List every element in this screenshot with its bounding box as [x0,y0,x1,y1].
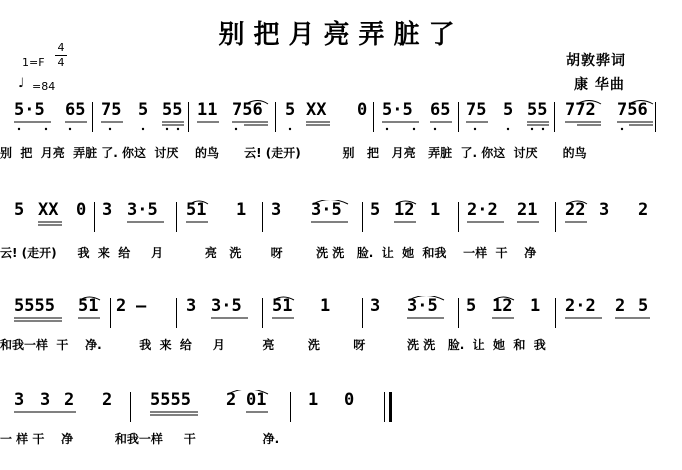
barline [373,102,374,132]
barline [188,102,189,132]
barline [262,298,263,328]
barline [362,202,363,232]
barline [458,202,459,232]
final-barline [389,392,392,422]
barline [110,298,111,328]
barline [262,202,263,232]
score-line-4 [0,390,682,454]
lyric-line-1: 别 把 月亮 弄脏 了. 你这 讨厌 的鸟 云! (走开) 别 把 月亮 弄脏 了. 你这 讨厌 的鸟 [0,146,587,160]
quarter-note-icon: ♩ [18,76,25,91]
barline [458,298,459,328]
score-line-2 [0,200,682,264]
lyric-line-2: 云! (走开) 我 来 给 月 亮 洗 呀 洗 洗 脸. 让 她 和我 一样 干 净 [0,246,537,260]
staff-1: 5·5 65 75 5 55 11 756 5 XX 0 5·5 65 75 5 55 772 756 [0,100,682,132]
lyric-line-3: 和我一样 干 净. 我 来 给 月 亮 洗 呀 洗 洗 脸. 让 她 和 我 [0,338,546,352]
barline [130,392,131,422]
barline [275,102,276,132]
staff-2: 5 XX 0 3 3·5 51 1 3 3·5 5 12 1 2·2 21 22 3 2 [0,200,682,232]
barline [554,102,555,132]
barline [384,392,385,422]
barline [94,202,95,232]
score-line-1 [0,100,682,164]
staff-4: 3 3 2 2 5555 2 01 1 0 [0,390,682,422]
barline [555,202,556,232]
lyric-line-4: 一 样 干 净 和我一样 干 净. [0,432,280,446]
song-title: 别把月亮弄脏了 [218,20,464,50]
barline [555,298,556,328]
barline [290,392,291,422]
barline [176,298,177,328]
time-signature-top: 4 [57,41,65,54]
tempo-marking: =84 [32,80,56,93]
barline [176,202,177,232]
staff-3: 5555 51 2 – 3 3·5 51 1 3 3·5 5 12 1 2·2 2 5 [0,296,682,328]
barline [458,102,459,132]
key-signature: 1=F [22,56,45,69]
barline [655,102,656,132]
time-signature [55,42,67,69]
lyricist-credit: 胡敦骅词 [566,53,626,69]
barline [92,102,93,132]
barline [362,298,363,328]
composer-credit: 康 华曲 [574,77,625,93]
score-line-3 [0,296,682,360]
time-signature-bottom: 4 [57,56,65,69]
